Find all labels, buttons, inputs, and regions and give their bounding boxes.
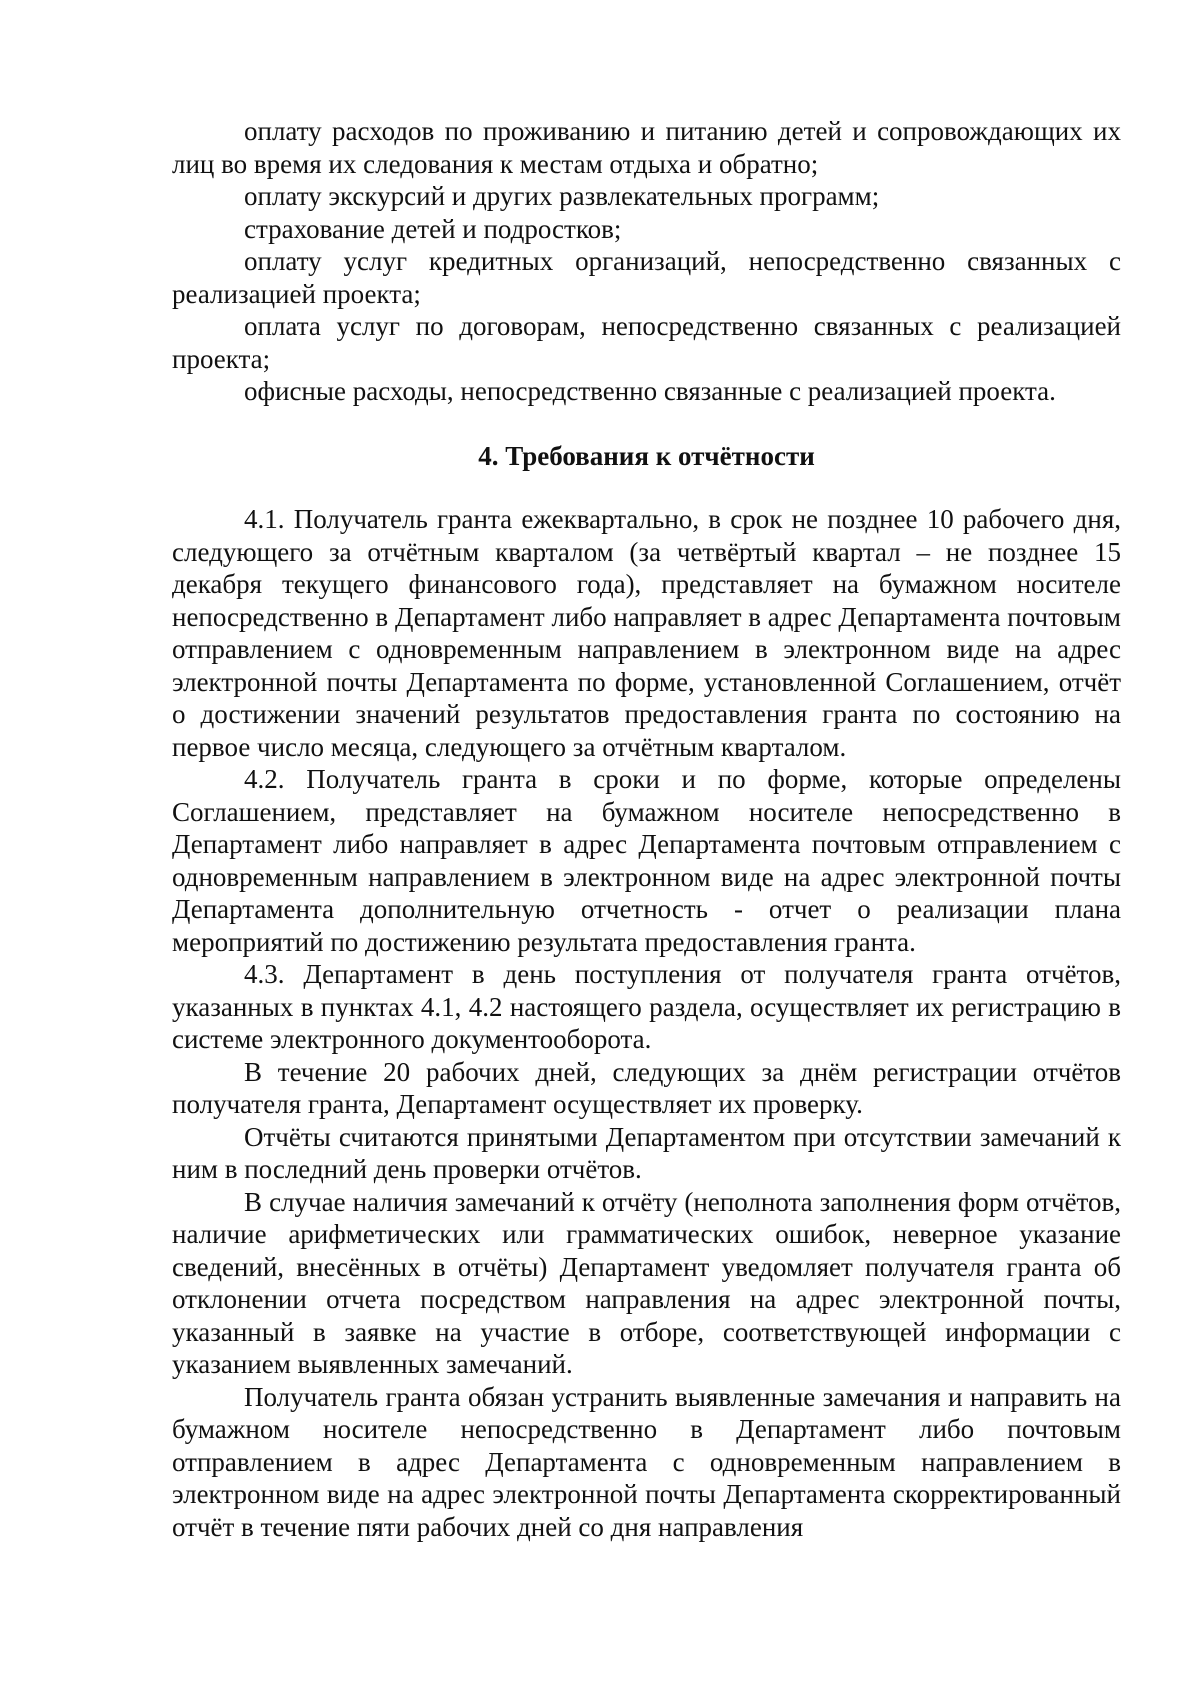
document-body <box>172 115 1121 1543</box>
paragraph-expense-insurance: страхование детей и подростков; <box>244 213 622 244</box>
section-heading: 4. Требования к отчётности <box>478 440 815 471</box>
paragraph-corrections: Получатель гранта обязан устранить выявленные замечания и направить на бумажном носителе непосредственно в Департамент либо почтовым отправлением в адрес Департамента с одновременным направлением в электронном виде на адрес электронной почты Департамента скорректированный отчёт в течение пяти рабочих дней со дня направления <box>172 1381 1121 1542</box>
paragraph-expense-excursions: оплату экскурсий и других развлекательных программ; <box>244 181 880 211</box>
paragraph-reports-accepted: Отчёты считаются принятыми Департаментом при отсутствии замечаний к ним в последний день проверки отчётов. <box>172 1121 1121 1184</box>
paragraph-expense-contracts: оплата услуг по договорам, непосредственно связанных с реализацией проекта; <box>172 311 1121 374</box>
paragraph-remarks: В случае наличия замечаний к отчёту (неполнота заполнения форм отчётов, наличие арифметических или грамматических ошибок, неверное указание сведений, внесённых в отчёты) Департамент уведомляет получателя гранта об отклонении отчета посредством направления на адрес электронной почты, указанный в заявке на участие в отборе, соответствующей информации с указанием выявленных замечаний. <box>172 1186 1121 1379</box>
paragraph-expense-office: офисные расходы, непосредственно связанные с реализацией проекта. <box>244 376 1056 406</box>
paragraph-4-1: 4.1. Получатель гранта ежеквартально, в срок не позднее 10 рабочего дня, следующего за отчётным кварталом (за четвёртый квартал – не позднее 15 декабря текущего финансового года), представляет на бумажном носителе непосредственно в Департамент либо направляет в адрес Департамента почтовым отправлением с одновременным направлением в электронном виде на адрес электронной почты Департамента по форме, установленной Соглашением, отчёт о достижении значений результатов предоставления гранта по состоянию на первое число месяца, следующего за отчётным кварталом. <box>172 504 1121 762</box>
paragraph-expense-accommodation: оплату расходов по проживанию и питанию детей и сопровождающих их лиц во время их следования к местам отдыха и обратно; <box>172 116 1121 179</box>
paragraph-4-2: 4.2. Получатель гранта в сроки и по форме, которые определены Соглашением, представляет на бумажном носителе непосредственно в Департамент либо направляет в адрес Департамента почтовым отправлением с одновременным направлением в электронном виде на адрес электронной почты Департамента дополнительную отчетность - отчет о реализации плана мероприятий по достижению результата предоставления гранта. <box>172 764 1121 957</box>
paragraph-4-3: 4.3. Департамент в день поступления от получателя гранта отчётов, указанных в пунктах 4.1, 4.2 настоящего раздела, осуществляет их регистрацию в системе электронного документооборота. <box>172 959 1121 1054</box>
paragraph-expense-credit-services: оплату услуг кредитных организаций, непосредственно связанных с реализацией проекта; <box>172 246 1121 309</box>
paragraph-review-period: В течение 20 рабочих дней, следующих за днём регистрации отчётов получателя гранта, Департамент осуществляет их проверку. <box>172 1056 1121 1119</box>
